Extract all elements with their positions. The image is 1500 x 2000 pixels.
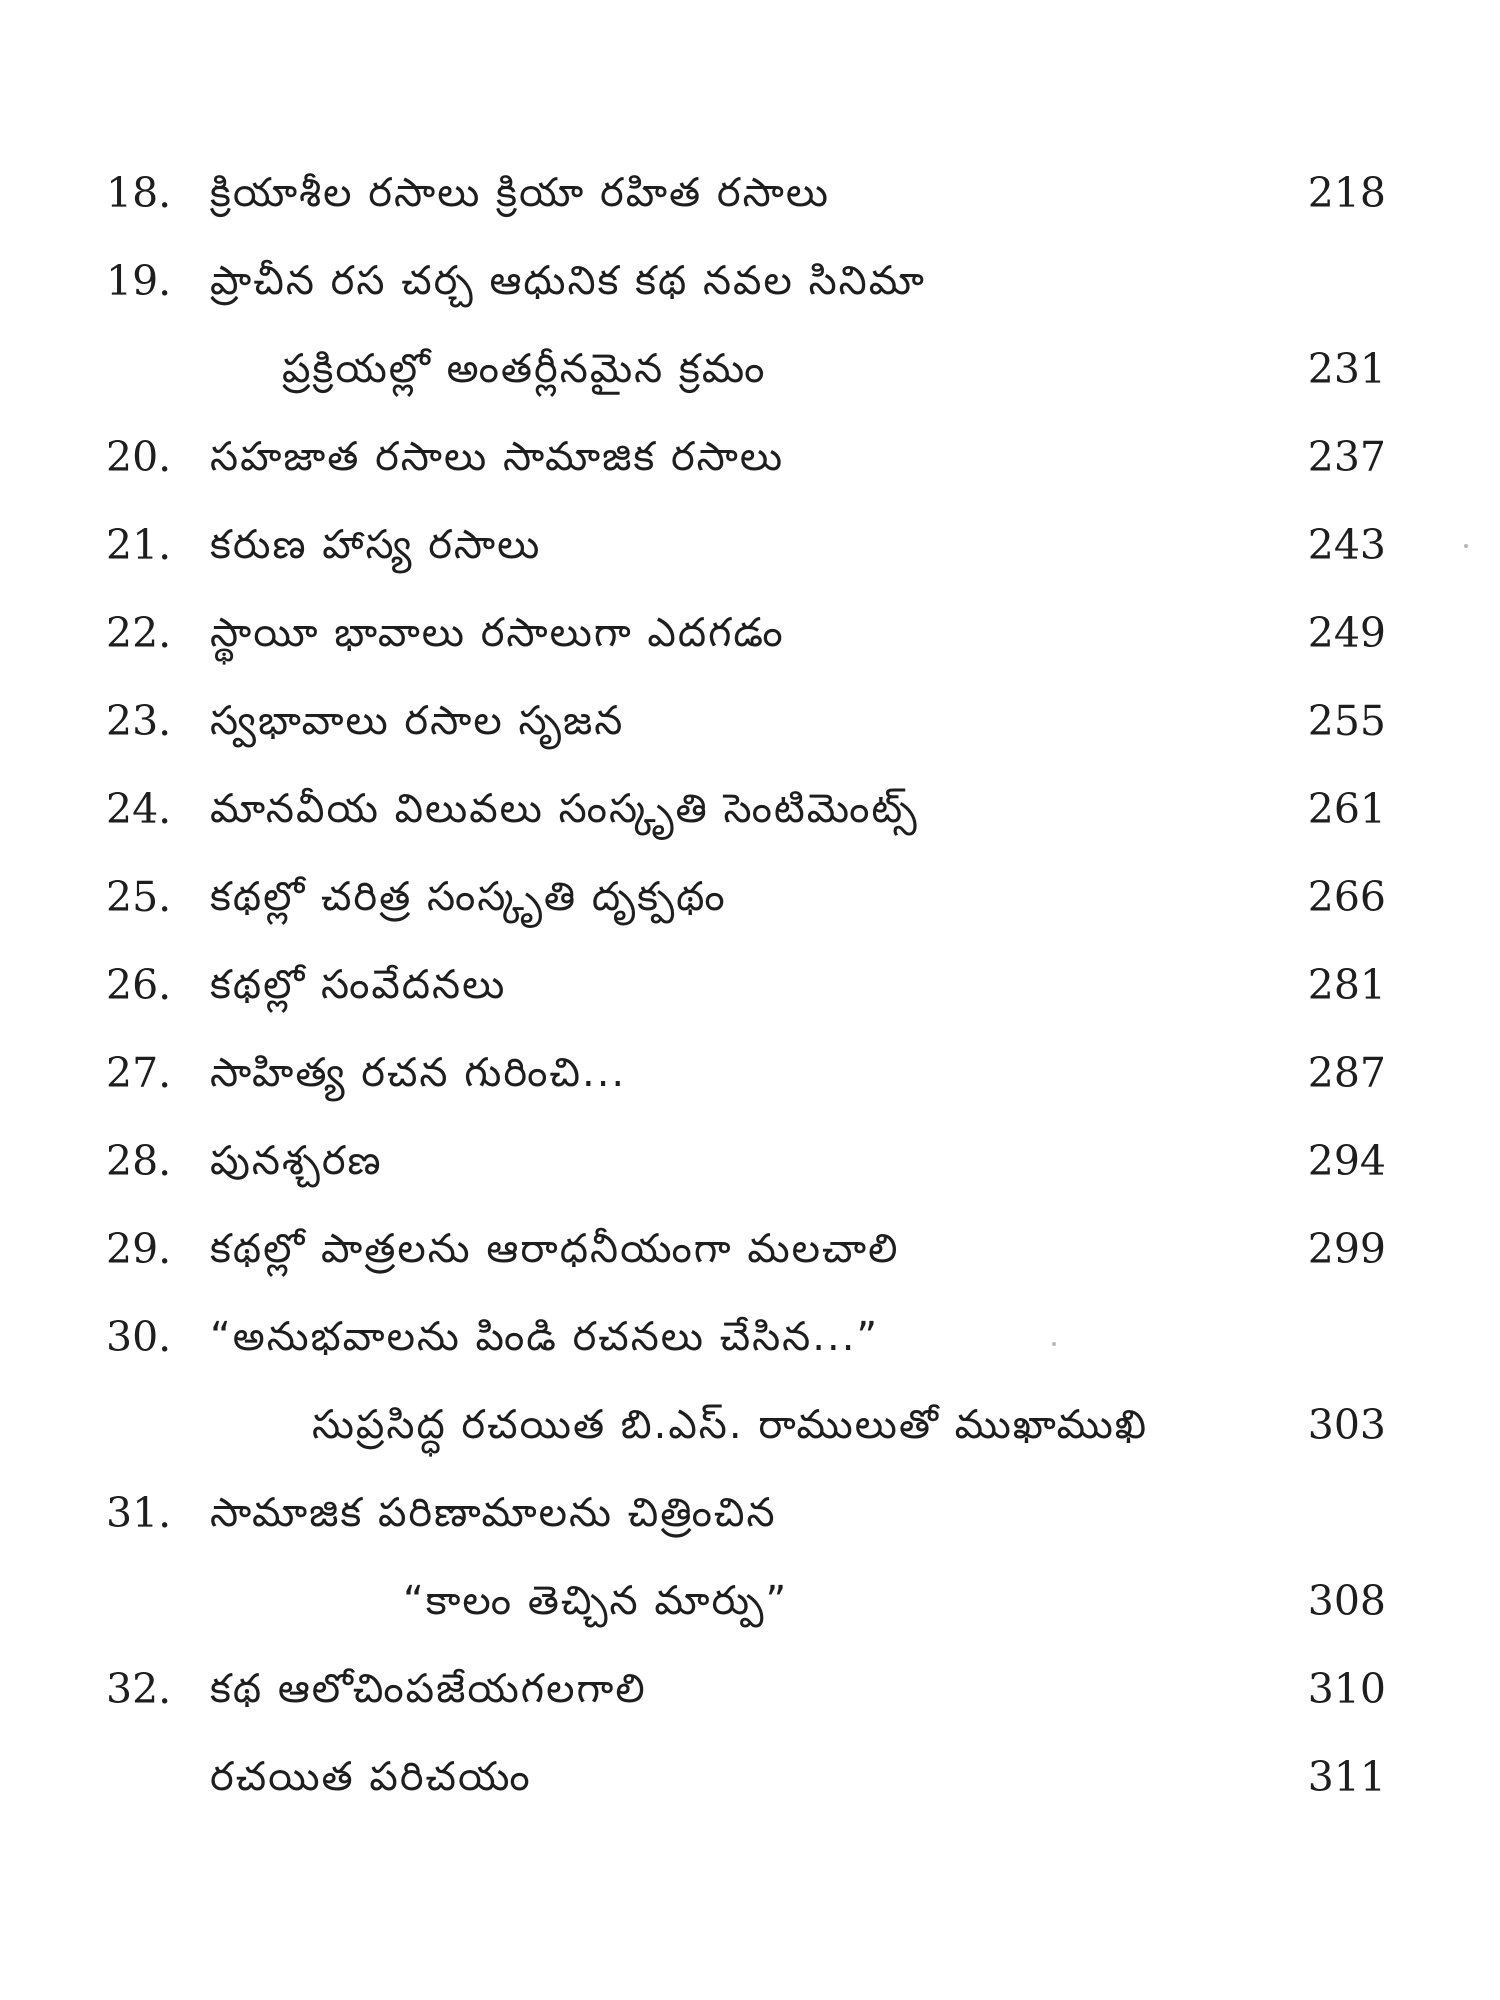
- entry-number: 29.: [106, 1225, 172, 1273]
- entry-number: 31.: [106, 1489, 172, 1537]
- entry-page-number: 266: [1307, 873, 1386, 921]
- toc-entry: [0, 1297, 1500, 1377]
- entry-number: 22.: [106, 609, 172, 657]
- toc-entry: [0, 681, 1500, 761]
- entry-number: 18.: [106, 169, 172, 217]
- entry-title: పునశ్చరణ: [210, 1138, 383, 1184]
- entry-page-number: 303: [1307, 1401, 1386, 1449]
- toc-entry: [0, 1121, 1500, 1201]
- toc-entry: [0, 1033, 1500, 1113]
- entry-title: మానవీయ విలువలు సంస్కృతి సెంటిమెంట్స్: [210, 786, 919, 832]
- entry-title: ప్రక్రియల్లో అంతర్లీనమైన క్రమం: [282, 346, 767, 392]
- entry-page-number: 287: [1307, 1049, 1386, 1097]
- entry-title: కథల్లో పాత్రలను ఆరాధనీయంగా మలచాలి: [210, 1226, 900, 1272]
- entry-title: స్థాయీ భావాలు రసాలుగా ఎదగడం: [210, 610, 785, 656]
- entry-page-number: 231: [1307, 345, 1386, 393]
- entry-title: “కాలం తెచ్చిన మార్పు”: [403, 1578, 789, 1624]
- entry-title: కథ ఆలోచింపజేయగలగాలి: [210, 1666, 647, 1712]
- entry-page-number: 249: [1307, 609, 1386, 657]
- toc-entry: [0, 1649, 1500, 1729]
- scan-speck: [1052, 1342, 1056, 1346]
- entry-page-number: 261: [1307, 785, 1386, 833]
- entry-page-number: 243: [1307, 521, 1386, 569]
- entry-title: సుప్రసిద్ధ రచయిత బి.ఎస్. రాములుతో ముఖాముఖి: [312, 1402, 1149, 1448]
- toc-entry: [0, 241, 1500, 321]
- entry-title: సాహిత్య రచన గురించి...: [210, 1050, 627, 1096]
- entry-number: 28.: [106, 1137, 172, 1185]
- toc-entry-continuation: [0, 329, 1500, 409]
- entry-page-number: 218: [1307, 169, 1386, 217]
- entry-title: “అనుభవాలను పిండి రచనలు చేసిన...”: [210, 1314, 880, 1360]
- entry-number: 21.: [106, 521, 172, 569]
- entry-page-number: 299: [1307, 1225, 1386, 1273]
- entry-title: క్రియాశీల రసాలు క్రియా రహిత రసాలు: [210, 170, 831, 216]
- toc-entry: [0, 505, 1500, 585]
- entry-page-number: 237: [1307, 433, 1386, 481]
- entry-number: 25.: [106, 873, 172, 921]
- toc-entry: [0, 769, 1500, 849]
- toc-entry: [0, 1737, 1500, 1817]
- entry-title: సహజాత రసాలు సామాజిక రసాలు: [210, 434, 785, 480]
- entry-page-number: 311: [1307, 1753, 1386, 1801]
- entry-title: స్వభావాలు రసాల సృజన: [210, 698, 625, 744]
- entry-page-number: 281: [1307, 961, 1386, 1009]
- entry-page-number: 294: [1307, 1137, 1386, 1185]
- entry-number: 20.: [106, 433, 172, 481]
- toc-entry: [0, 945, 1500, 1025]
- toc-entry: [0, 593, 1500, 673]
- toc-entry: [0, 153, 1500, 233]
- entry-title: కథల్లో సంవేదనలు: [210, 962, 507, 1008]
- scan-speck: [1464, 544, 1468, 548]
- entry-title: రచయిత పరిచయం: [210, 1754, 532, 1800]
- entry-number: 26.: [106, 961, 172, 1009]
- entry-number: 32.: [106, 1665, 172, 1713]
- toc-entry: [0, 1473, 1500, 1553]
- entry-number: 27.: [106, 1049, 172, 1097]
- entry-number: 30.: [106, 1313, 172, 1361]
- toc-entry: [0, 417, 1500, 497]
- entry-number: 23.: [106, 697, 172, 745]
- entry-title: కథల్లో చరిత్ర సంస్కృతి దృక్పథం: [210, 874, 727, 920]
- entry-page-number: 308: [1307, 1577, 1386, 1625]
- entry-number: 24.: [106, 785, 172, 833]
- entry-number: 19.: [106, 257, 172, 305]
- entry-title: ప్రాచీన రస చర్చ ఆధునిక కథ నవల సినిమా: [210, 258, 926, 304]
- toc-entry-continuation: [0, 1561, 1500, 1641]
- toc-entry: [0, 857, 1500, 937]
- entry-page-number: 310: [1307, 1665, 1386, 1713]
- toc-entry-continuation: [0, 1385, 1500, 1465]
- toc-entry: [0, 1209, 1500, 1289]
- entry-title: కరుణ హాస్య రసాలు: [210, 522, 542, 568]
- entry-title: సామాజిక పరిణామాలను చిత్రించిన: [210, 1490, 777, 1536]
- entry-page-number: 255: [1307, 697, 1386, 745]
